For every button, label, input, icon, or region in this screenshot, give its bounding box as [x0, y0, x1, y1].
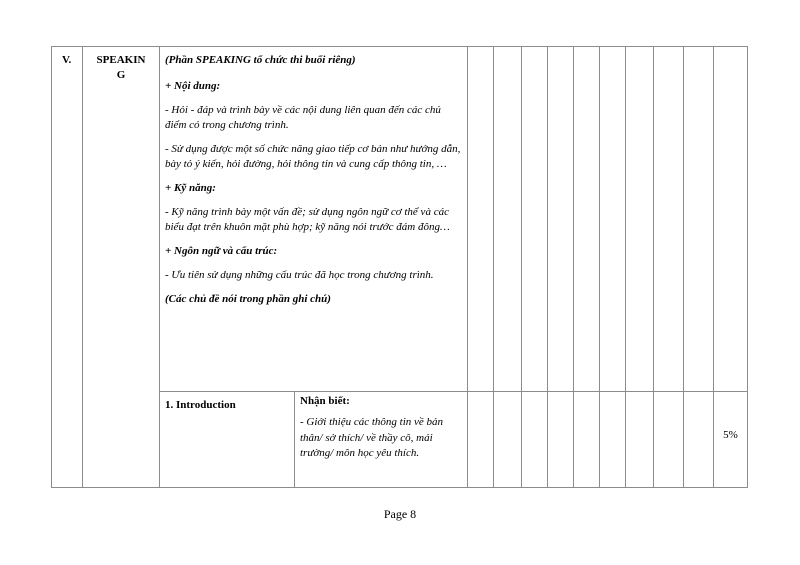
score-cell	[468, 47, 494, 392]
page-number: Page 8	[383, 507, 417, 521]
speaking-row	[52, 47, 748, 392]
skill-name	[83, 47, 160, 488]
score-cell	[574, 392, 600, 488]
level-description: - Giới thiệu các thông tin về bản thân/ sở thích/ về thầy cô, mái trường/ môn học yêu thích.	[300, 416, 444, 459]
level-heading: Nhận biết:	[300, 395, 350, 407]
content-heading: + Nội dung:	[165, 80, 221, 92]
score-cell	[654, 392, 684, 488]
score-cell	[548, 392, 574, 488]
score-cell	[684, 47, 714, 392]
topic-cell: 1. Introduction	[160, 392, 295, 488]
score-cell	[522, 392, 548, 488]
percent-value: 5%	[723, 429, 738, 441]
score-cell	[626, 392, 654, 488]
score-cell	[574, 47, 600, 392]
score-cell	[494, 47, 522, 392]
score-cell	[626, 47, 654, 392]
score-cell	[468, 392, 494, 488]
score-cell	[714, 47, 748, 392]
content-item-1: - Hỏi - đáp và trình bày về các nội dung liên quan đến các chủ điểm có trong chương trình.	[165, 104, 441, 131]
score-cell	[600, 47, 626, 392]
skill-name-line1: SPEAKIN	[96, 54, 146, 66]
score-cell	[548, 47, 574, 392]
topics-note: (Các chủ đề nói trong phần ghi chú)	[165, 293, 331, 305]
language-heading: + Ngôn ngữ và cấu trúc:	[165, 245, 278, 257]
score-cell	[654, 47, 684, 392]
score-cell	[522, 47, 548, 392]
content-cell	[160, 47, 468, 392]
content-item-2: - Sử dụng được một số chức năng giao tiếp cơ bản như hướng dẫn, bày tỏ ý kiến, hỏi đường, hỏi thông tin và cung cấp thông tin, …	[165, 143, 461, 170]
section-number: V.	[52, 47, 83, 488]
score-cell	[684, 392, 714, 488]
level-cell	[295, 392, 468, 488]
skill-name-line2: G	[116, 69, 126, 81]
score-cell	[494, 392, 522, 488]
language-item: - Ưu tiên sử dụng những cấu trúc đã học trong chương trình.	[165, 269, 434, 281]
exam-spec-table	[51, 46, 748, 488]
score-cell	[600, 392, 626, 488]
speaking-title: (Phần SPEAKING tổ chức thi buổi riêng)	[165, 54, 356, 66]
percent-cell	[714, 392, 748, 488]
skills-heading: + Kỹ năng:	[165, 182, 216, 194]
skills-item: - Kỹ năng trình bày một vấn đề; sử dụng ngôn ngữ cơ thể và các biểu đạt trên khuôn mặt phù hợp; kỹ năng nói trước đám đông…	[165, 206, 450, 233]
